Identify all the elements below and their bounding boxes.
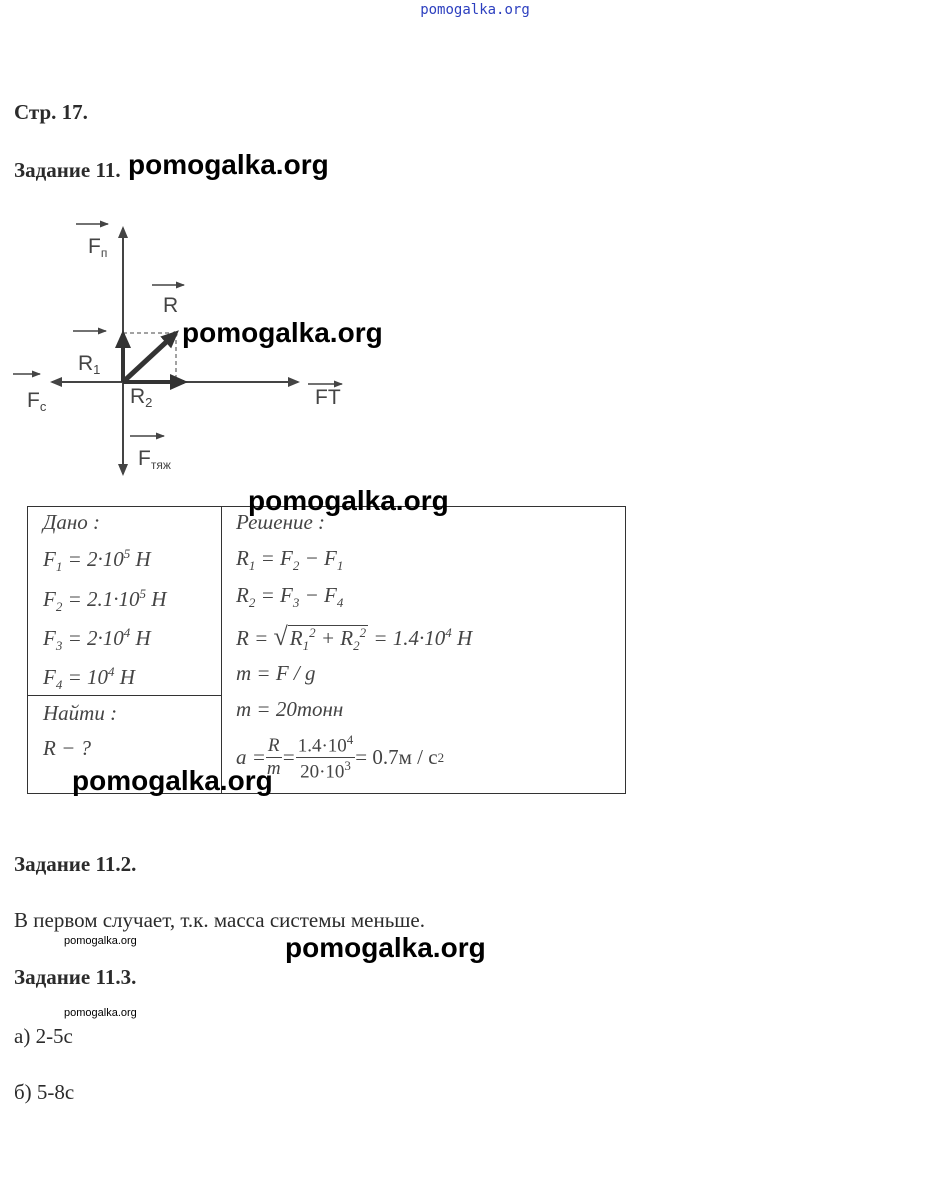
given-f4: $F_4 = 10^4$ H [43,664,135,693]
watermark-small: pomogalka.org [64,935,137,947]
watermark: pomogalka.org [128,149,329,180]
given-title: Дано : [43,510,101,534]
watermark: pomogalka.org [285,932,486,963]
r-arrow [123,333,176,382]
solution-r1: $R_1 = F_2 - F_1$ [236,546,344,574]
label-fp: Fп [88,235,108,260]
solution-a: a = $\frac{R}{m}$ = $\frac{1.4\cdot 10^4}{20\cdot 10^3}$ = 0.7м / с 2 [236,732,445,783]
task-11-3-title: Задание 11.3. [14,965,137,989]
table-divider-horizontal [28,695,221,696]
solution-title: Решение : [236,510,326,534]
task-11-3-answer-a: а) 2-5с [14,1024,73,1048]
find-title: Найти : [43,701,118,725]
solution-r2: $R_2 = F_3 - F_4$ [236,583,344,611]
label-fc: Fc [27,389,47,414]
label-ft: FT [315,386,341,409]
watermark: pomogalka.org [182,317,383,348]
task-11-title: Задание 11. [14,158,121,182]
table-divider-vertical [221,507,222,793]
given-f2: $F_2 = 2.1\cdot 10^5$ H [43,586,167,615]
task-11-3-answer-b: б) 5-8с [14,1080,75,1104]
label-r1: R1 [78,352,101,377]
given-f3: $F_3 = 2\cdot 10^4$ H [43,625,151,654]
watermark: pomogalka.org [248,485,449,516]
task-11-2-title: Задание 11.2. [14,852,137,876]
site-url-header: pomogalka.org [420,2,530,18]
page-heading: Стр. 17. [14,100,88,124]
label-r2: R2 [130,385,153,410]
given-f1: $F_1 = 2\cdot 10^5$ H [43,546,151,575]
task-11-2-answer: В первом случает, т.к. масса системы меньше. [14,908,426,932]
find-value: R − ? [43,736,91,760]
watermark: pomogalka.org [72,765,273,796]
solution-m2: m = 20тонн [236,697,344,721]
label-ftyazh: Fтяж [138,447,171,472]
label-r: R [163,294,179,317]
solution-r: $R = √R_1^2 + R_2^2 = 1.4\cdot 10^4$ H [236,622,473,654]
solution-m1: m = F / g [236,661,316,685]
watermark-small: pomogalka.org [64,1007,137,1019]
